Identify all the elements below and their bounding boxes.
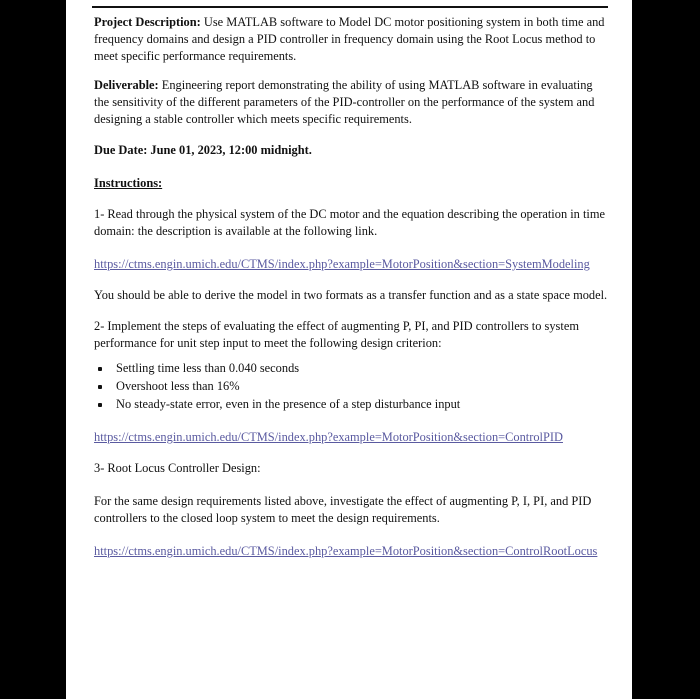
document-page: [66, 0, 632, 699]
step3-link[interactable]: https://ctms.engin.umich.edu/CTMS/index.php?example=MotorPosition&section=ControlRootLocus: [94, 544, 598, 558]
document-content: [94, 14, 610, 560]
project-description-text: Use MATLAB software to Model DC motor positioning system in both time and frequency domains and design a PID controller in frequency domain using the Root Locus method to meet specific performance requirements.: [94, 15, 605, 63]
bullet-icon: [98, 385, 102, 389]
deliverable-label: Deliverable:: [94, 78, 159, 92]
deliverable-text: Engineering report demonstrating the ability of using MATLAB software in evaluating the sensitivity of the different parameters of the PID-controller on the performance of the system and designing a stable controller which meets specific requirements.: [94, 78, 595, 126]
bullet-icon: [98, 367, 102, 371]
top-rule: [92, 6, 608, 8]
design-criteria-list: [94, 360, 610, 413]
step1-link[interactable]: https://ctms.engin.umich.edu/CTMS/index.php?example=MotorPosition&section=SystemModeling: [94, 257, 590, 271]
step1-note: You should be able to derive the model in two formats as a transfer function and as a state space model.: [94, 288, 608, 302]
list-item: Settling time less than 0.040 seconds: [94, 360, 610, 377]
step2-text: 2- Implement the steps of evaluating the effect of augmenting P, PI, and PID controllers to system performance for unit step input to meet the following design criterion:: [94, 319, 579, 350]
deliverable: [94, 77, 610, 128]
due-date: Due Date: June 01, 2023, 12:00 midnight.: [94, 143, 312, 157]
project-description: [94, 14, 610, 65]
step3-text: For the same design requirements listed above, investigate the effect of augmenting P, I, PI, and PID controllers to the closed loop system to meet the design requirements.: [94, 494, 592, 525]
step2-link[interactable]: https://ctms.engin.umich.edu/CTMS/index.php?example=MotorPosition&section=ControlPID: [94, 430, 563, 444]
instructions-heading: Instructions:: [94, 176, 163, 190]
step1-text: 1- Read through the physical system of the DC motor and the equation describing the operation in time domain: the description is available at the following link.: [94, 207, 605, 238]
step3-heading: 3- Root Locus Controller Design:: [94, 461, 261, 475]
bullet-icon: [98, 403, 102, 407]
list-item: Overshoot less than 16%: [94, 378, 610, 395]
project-description-label: Project Description:: [94, 15, 201, 29]
list-item: No steady-state error, even in the presence of a step disturbance input: [94, 396, 610, 413]
